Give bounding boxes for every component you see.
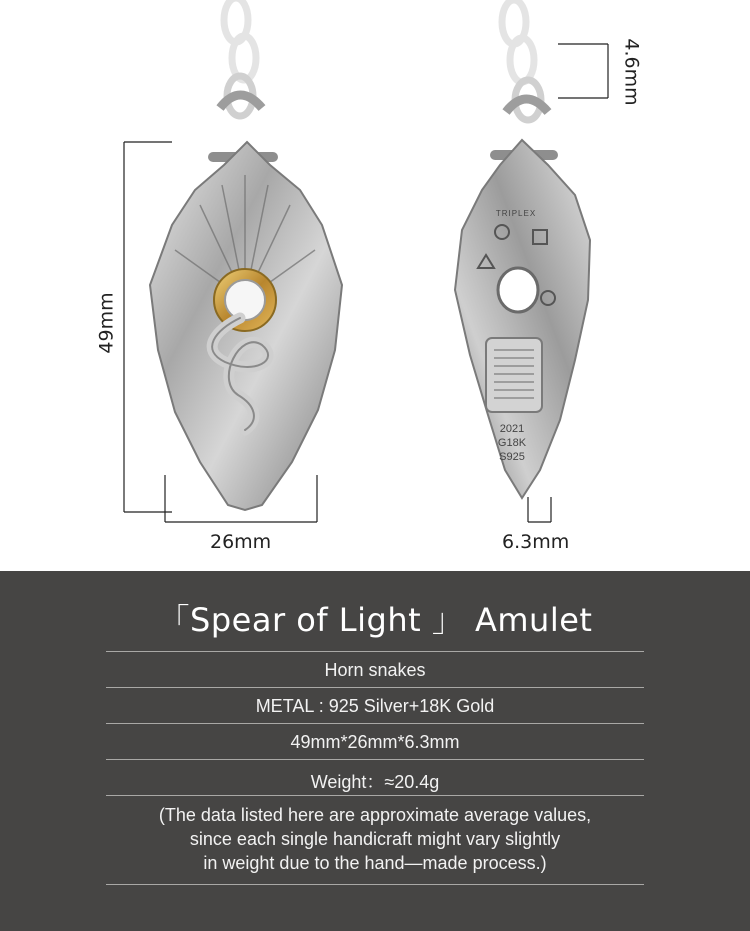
product-info-panel: [0, 571, 750, 931]
product-title: 「Spear of Light 」 Amulet: [157, 601, 593, 639]
note-line: (The data listed here are approximate average values,: [158, 805, 592, 825]
engraving-gold: G18K: [497, 437, 527, 449]
spec-row-metal: METAL : 925 Silver+18K Gold: [255, 696, 495, 716]
spec-row-weight: Weight：≈20.4g: [310, 772, 440, 792]
divider: [106, 723, 644, 724]
engraving-silver: S925: [499, 451, 525, 463]
pendant-back: [455, 99, 590, 498]
note-line: in weight due to the hand—made process.): [203, 853, 547, 873]
spec-row-size: 49mm*26mm*6.3mm: [290, 732, 460, 752]
pendant-front: [150, 95, 342, 510]
bail-dimension-label: 4.6mm: [620, 38, 643, 106]
disclaimer-note: [106, 803, 644, 875]
divider: [106, 884, 644, 885]
thickness-dimension-label: 6.3mm: [502, 531, 570, 553]
divider: [106, 651, 644, 652]
divider: [106, 687, 644, 688]
note-line: since each single handicraft might vary slightly: [189, 829, 561, 849]
spec-row-style: Horn snakes: [324, 660, 426, 680]
engraving-year: 2021: [499, 423, 525, 435]
divider: [106, 795, 644, 796]
width-dimension-label: 26mm: [210, 531, 272, 553]
engraving-brand: TRIPLEX: [495, 209, 537, 218]
height-dimension-label: 49mm: [95, 292, 118, 354]
divider: [106, 759, 644, 760]
